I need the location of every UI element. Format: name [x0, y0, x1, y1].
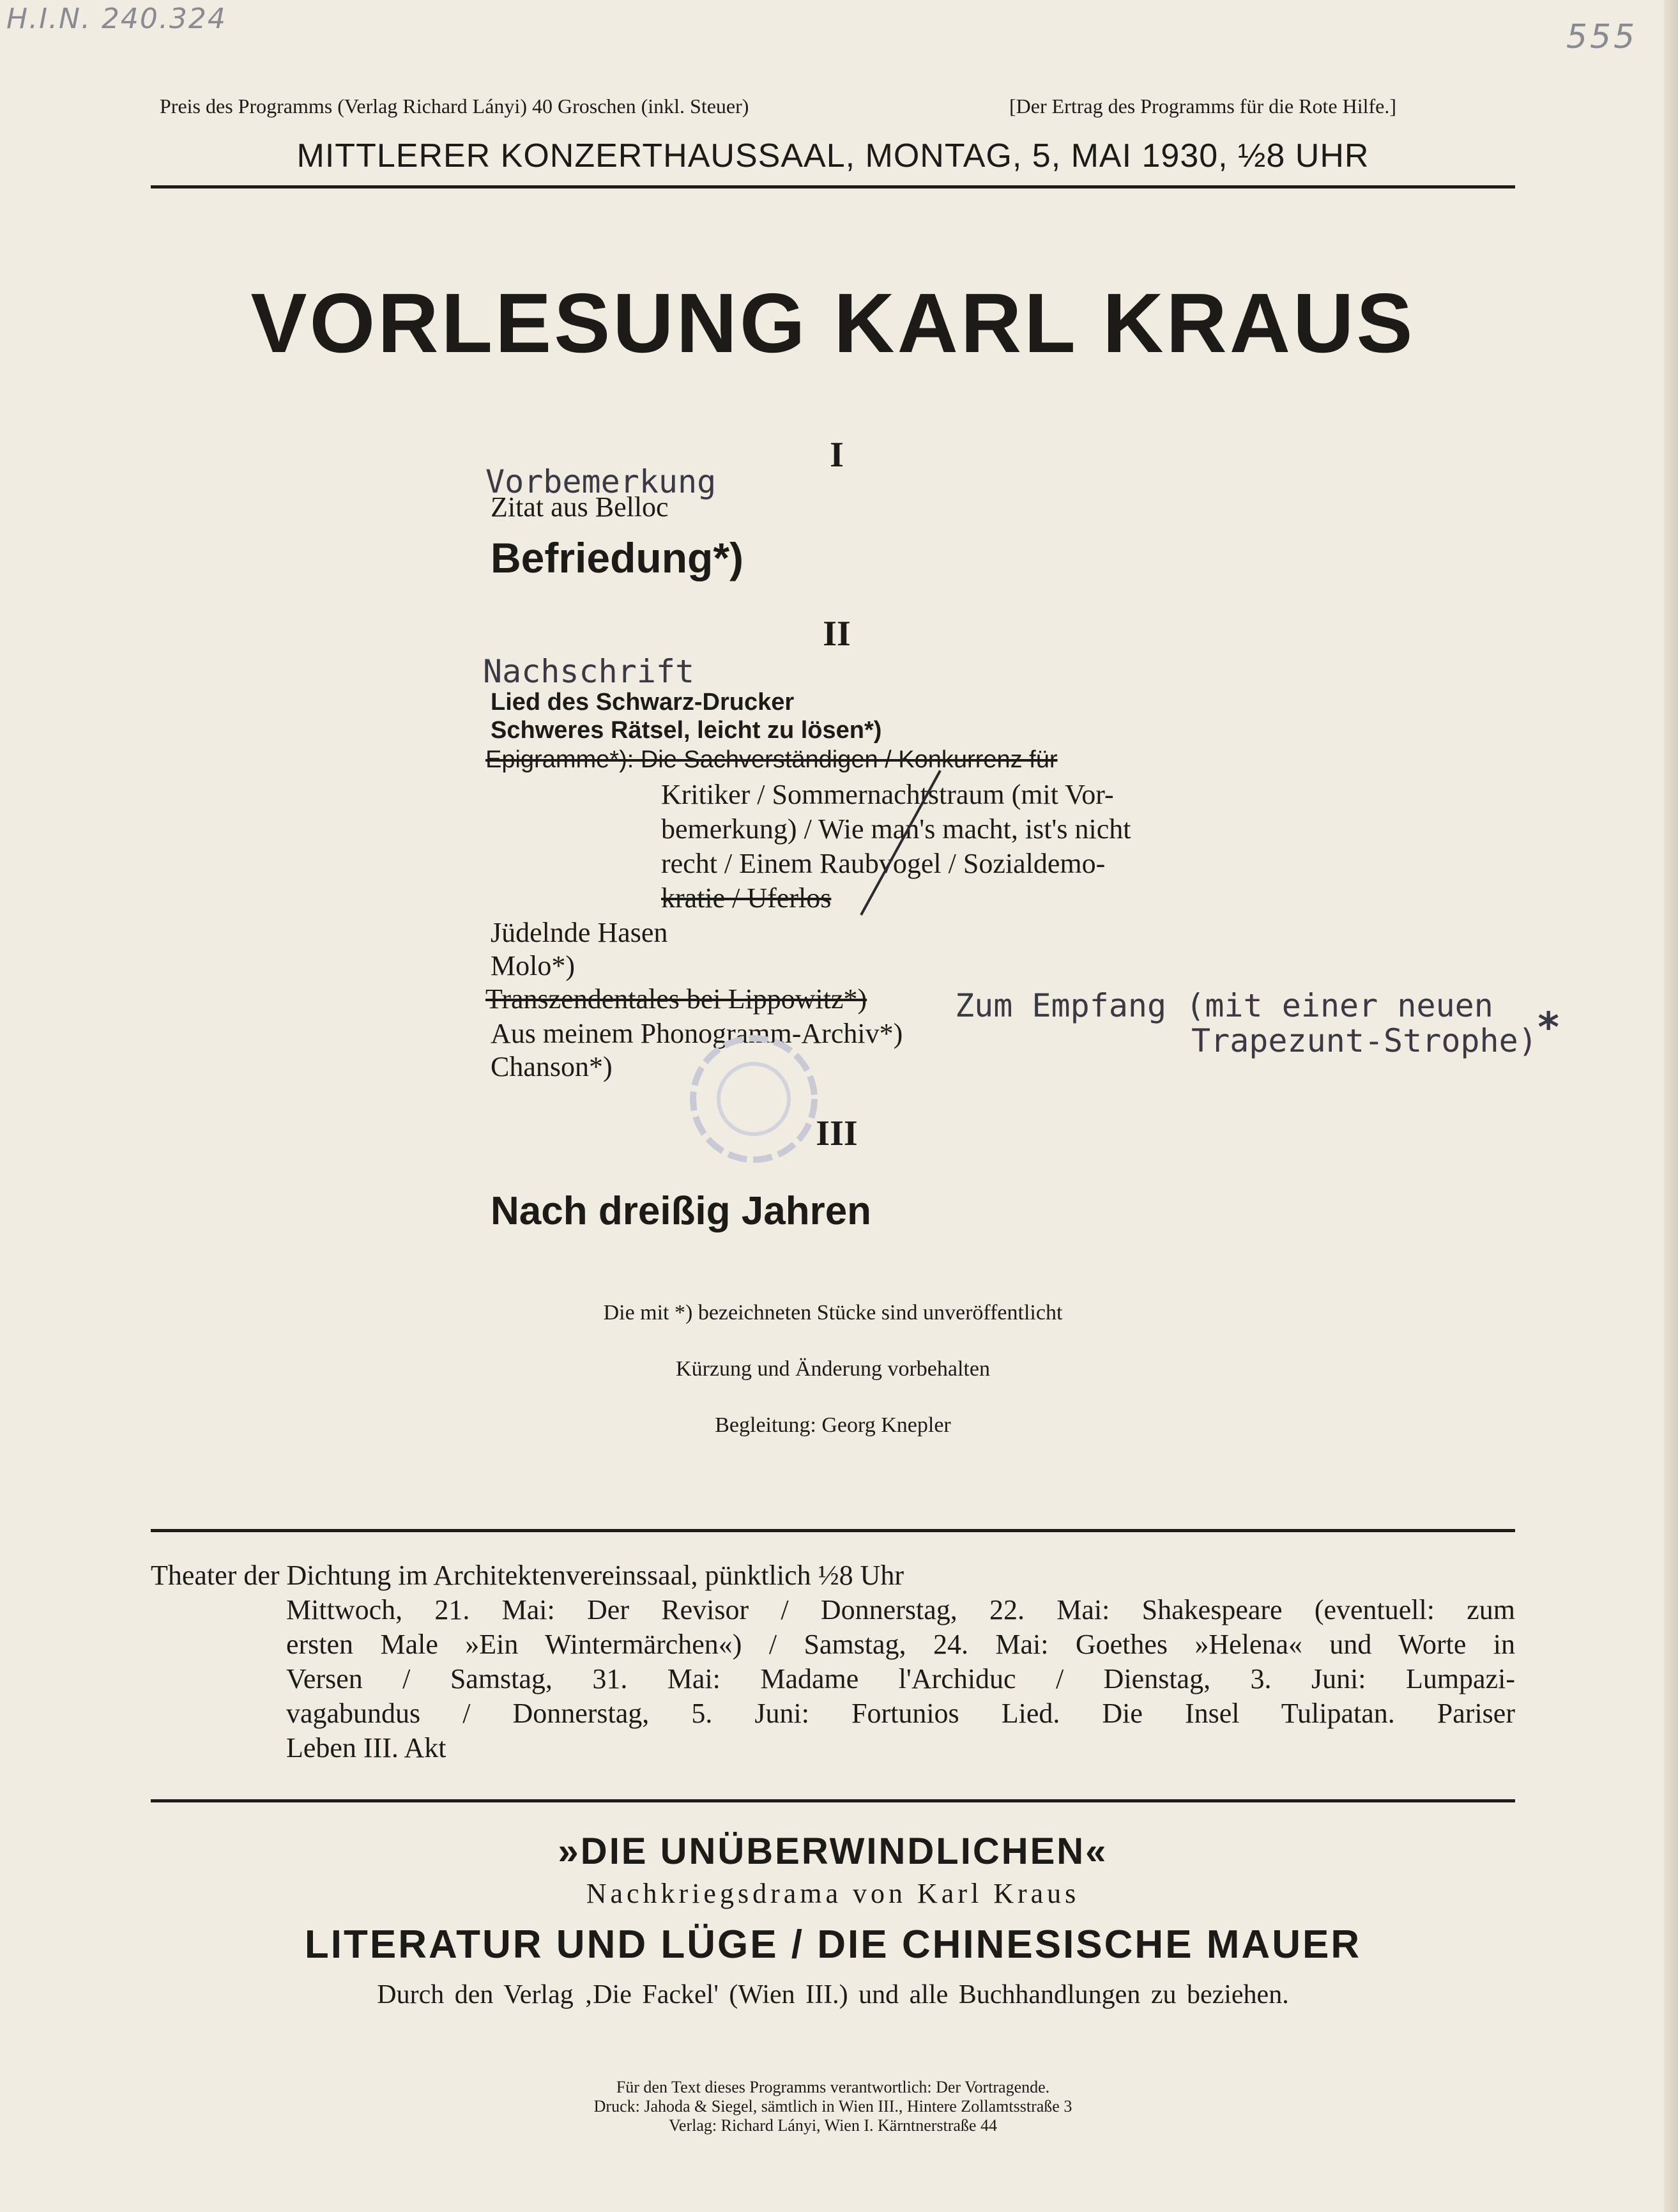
item-zitat: Zitat aus Belloc	[491, 491, 669, 523]
item-hasen: Jüdelnde Hasen	[491, 917, 668, 948]
epigramme-line-2: Kritiker / Sommernachtstraum (mit Vor-	[661, 779, 1114, 810]
theater-line: ersten Male »Ein Wintermärchen«) / Samstag, 24. Mai: Goethes »Helena« und Worte in	[286, 1629, 1515, 1660]
books-subtitle: Nachkriegsdrama von Karl Kraus	[586, 1878, 1080, 1909]
books-availability: Durch den Verlag ‚Die Fackel' (Wien III.) und alle Buchhandlungen zu beziehen.	[377, 1980, 1289, 2009]
item-chanson: Chanson*)	[491, 1051, 613, 1082]
imprint-line-1: Für den Text dieses Programms verantwortlich: Der Vortragende.	[616, 2078, 1050, 2096]
section-one-numeral: I	[830, 435, 844, 475]
price-note: Preis des Programms (Verlag Richard Lányi) 40 Groschen (inkl. Steuer)	[160, 95, 749, 118]
theater-line: Leben III. Akt	[286, 1732, 446, 1763]
epigramme-line-5-struck: kratie / Uferlos	[661, 882, 832, 914]
item-molo: Molo*)	[491, 950, 575, 981]
typed-insert-line-1: Zum Empfang (mit einer neuen	[955, 987, 1493, 1024]
theater-line: vagabundus / Donnerstag, 5. Juni: Fortunios Lied. Die Insel Tulipatan. Pariser	[286, 1698, 1515, 1729]
pen-slash-mark	[856, 767, 945, 920]
typed-insert-line-2: Trapezunt-Strophe)	[1191, 1022, 1537, 1059]
theater-rule	[151, 1529, 1515, 1532]
epigramme-line-4: recht / Einem Raubvogel / Sozialdemo-	[661, 848, 1106, 879]
item-befriedung: Befriedung*)	[491, 534, 744, 581]
section-two-typed-note: Nachschrift	[483, 653, 695, 690]
books-rule	[151, 1799, 1515, 1802]
note-unpublished: Die mit *) bezeichneten Stücke sind unveröffentlicht	[603, 1301, 1063, 1325]
section-three-numeral: III	[816, 1114, 858, 1153]
item-epigramme-struck: Epigramme*): Die Sachverständigen / Konkurrenz für	[485, 746, 1058, 773]
item-raetsel: Schweres Rätsel, leicht zu lösen*)	[491, 717, 882, 744]
section-one-typed-note: Vorbemerkung	[485, 463, 717, 500]
section-two-numeral: II	[823, 614, 851, 654]
note-accompaniment: Begleitung: Georg Knepler	[715, 1413, 951, 1437]
typed-asterisk: *	[1536, 1004, 1561, 1052]
theater-line: Versen / Samstag, 31. Mai: Madame l'Archiduc / Dienstag, 3. Juni: Lumpazi-	[286, 1663, 1515, 1694]
item-phonogramm: Aus meinem Phonogramm-Archiv*)	[491, 1018, 903, 1049]
page-title: VORLESUNG KARL KRAUS	[250, 276, 1415, 370]
imprint-line-3: Verlag: Richard Lányi, Wien I. Kärntnerstraße 44	[669, 2116, 997, 2135]
theater-heading: Theater der Dichtung im Architektenvereinssaal, pünktlich ½8 Uhr	[151, 1560, 904, 1591]
books-titles-line: LITERATUR UND LÜGE / DIE CHINESISCHE MAUER	[304, 1923, 1362, 1967]
theater-line: Mittwoch, 21. Mai: Der Revisor / Donnerstag, 22. Mai: Shakespeare (eventuell: zum	[286, 1594, 1515, 1625]
epigramme-line-3: bemerkung) / Wie man's macht, ist's nicht	[661, 813, 1131, 845]
proceeds-note: [Der Ertrag des Programms für die Rote Hilfe.]	[1009, 95, 1397, 118]
note-reservation: Kürzung und Änderung vorbehalten	[676, 1357, 990, 1381]
item-nach-dreissig-jahren: Nach dreißig Jahren	[491, 1189, 872, 1233]
page-edge	[1664, 0, 1678, 2212]
item-transzendentales-struck: Transzendentales bei Lippowitz*)	[485, 983, 867, 1015]
books-title: »DIE UNÜBERWINDLICHEN«	[558, 1831, 1108, 1872]
imprint-line-2: Druck: Jahoda & Siegel, sämtlich in Wien III., Hintere Zollamtsstraße 3	[593, 2097, 1072, 2116]
header-rule	[151, 185, 1515, 188]
page-number: 555	[1566, 18, 1638, 56]
item-lied: Lied des Schwarz-Drucker	[491, 689, 795, 716]
archive-id: H.I.N. 240.324	[6, 3, 227, 35]
venue-line: MITTLERER KONZERTHAUSSAAL, MONTAG, 5, MAI 1930, ½8 UHR	[296, 137, 1369, 174]
